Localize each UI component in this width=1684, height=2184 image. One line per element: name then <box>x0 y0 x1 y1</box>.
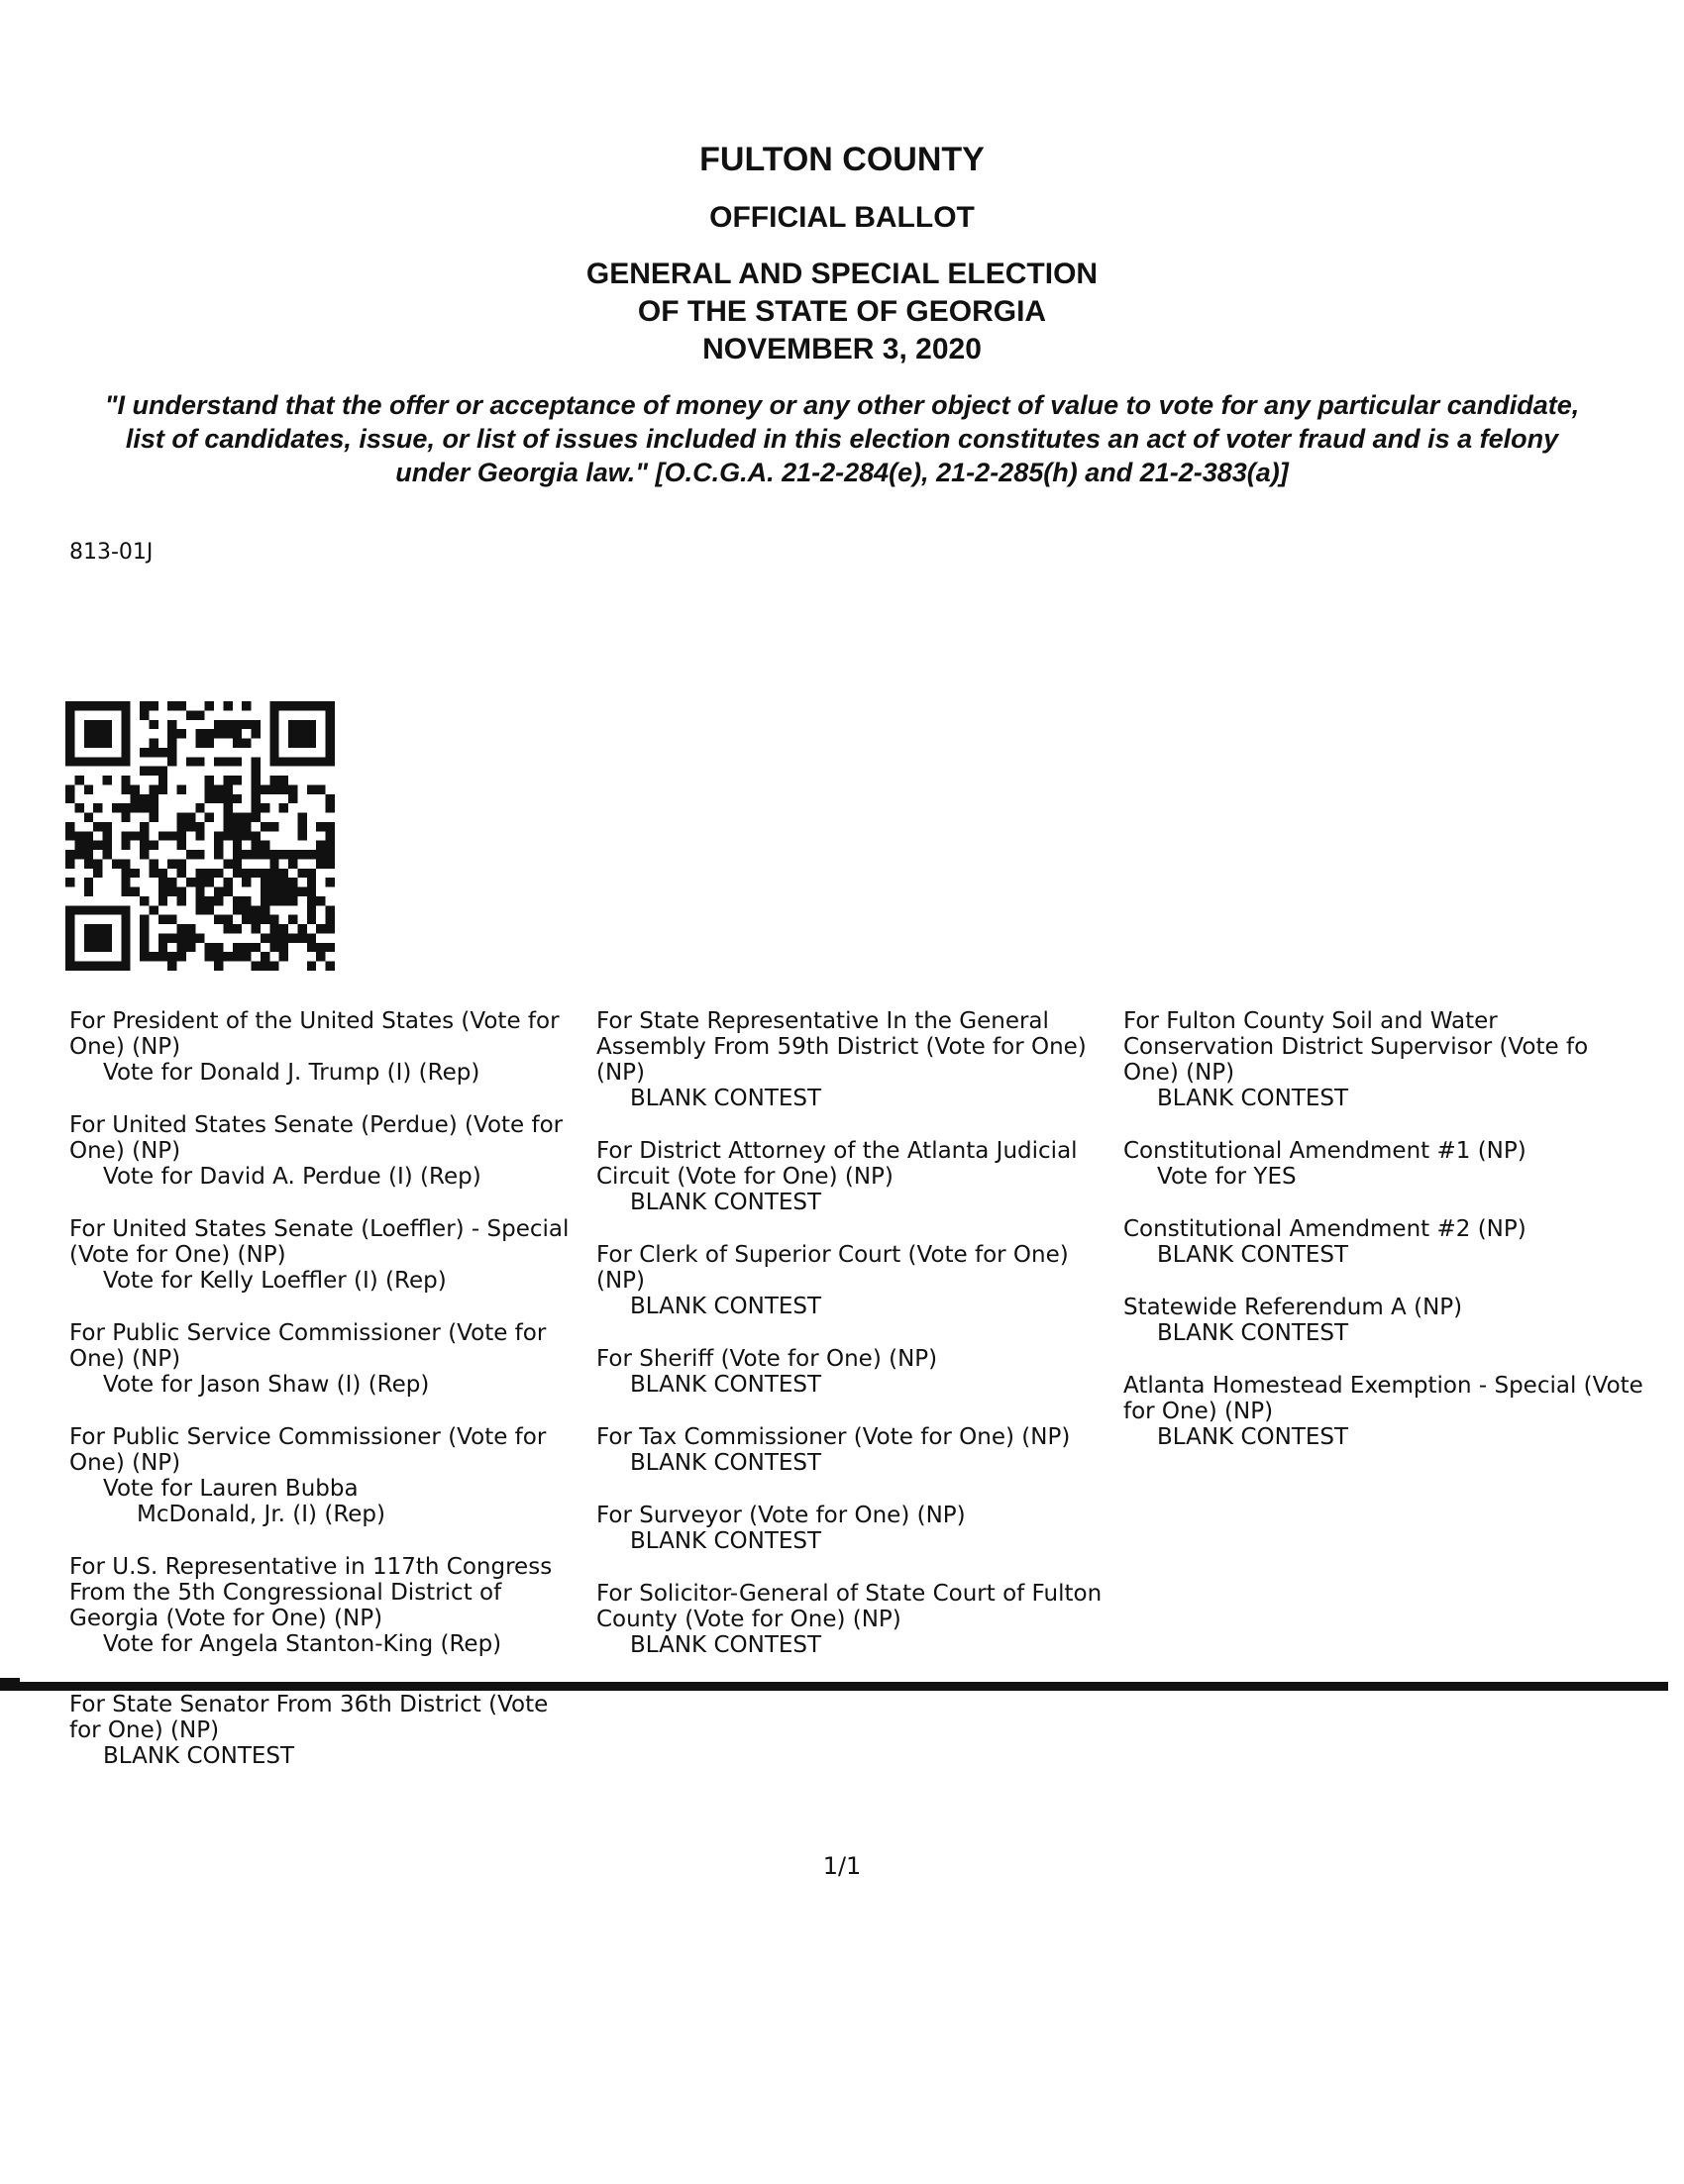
contest-title: Constitutional Amendment #1 (NP) <box>1123 1138 1526 1164</box>
contest-title: For District Attorney of the Atlanta Judicial Circuit (Vote for One) (NP) <box>596 1138 1078 1190</box>
contest-choice: Vote for Angela Stanton-King (Rep) <box>103 1631 502 1657</box>
contest-choice: BLANK CONTEST <box>1157 1320 1349 1346</box>
contest-column-bottom <box>69 1692 584 1796</box>
contest <box>69 1008 584 1086</box>
contest-title: For State Senator From 36th District (Vote for One) (NP) <box>69 1692 549 1743</box>
county-title: FULTON COUNTY <box>699 141 985 178</box>
contest-choice: Vote for David A. Perdue (I) (Rep) <box>103 1164 481 1190</box>
contest-title: For State Representative In the General Assembly From 59th District (Vote for One) (NP) <box>596 1008 1087 1086</box>
page-number: 1/1 <box>822 1852 862 1880</box>
contest <box>1123 1216 1648 1268</box>
contest-title: Constitutional Amendment #2 (NP) <box>1123 1216 1526 1242</box>
contest-title: For Sheriff (Vote for One) (NP) <box>596 1346 938 1372</box>
contest <box>596 1503 1121 1554</box>
contest <box>69 1424 584 1527</box>
contest-choice: Vote for Lauren Bubba <box>103 1476 359 1502</box>
contest <box>69 1692 584 1769</box>
contest-title: For U.S. Representative in 117th Congress From the 5th Congressional District of Georgia (Vote for One) (NP) <box>69 1554 553 1631</box>
qr-code-icon <box>65 701 335 971</box>
contest-column-2 <box>596 1008 1121 1685</box>
oath-line-3: under Georgia law." [O.C.G.A. 21-2-284(e), 21-2-285(h) and 21-2-383(a)] <box>395 458 1289 487</box>
contest <box>596 1581 1121 1658</box>
contest-choice: BLANK CONTEST <box>1157 1242 1349 1268</box>
contest-choice: Vote for Jason Shaw (I) (Rep) <box>103 1372 430 1398</box>
contest-title: Statewide Referendum A (NP) <box>1123 1295 1463 1320</box>
contest-title: For Tax Commissioner (Vote for One) (NP) <box>596 1424 1071 1450</box>
contest <box>69 1112 584 1190</box>
contest <box>596 1008 1121 1111</box>
contest-title: Atlanta Homestead Exemption - Special (Vote for One) (NP) <box>1123 1373 1643 1424</box>
contest <box>69 1216 584 1294</box>
contest <box>596 1242 1121 1319</box>
contest-title: For United States Senate (Perdue) (Vote for One) (NP) <box>69 1112 564 1164</box>
contest-choice: BLANK CONTEST <box>103 1743 295 1769</box>
contest-choice: BLANK CONTEST <box>630 1528 822 1554</box>
voter-oath <box>69 388 1615 489</box>
election-date: NOVEMBER 3, 2020 <box>702 333 982 365</box>
contest-choice: Vote for Kelly Loeffler (I) (Rep) <box>103 1268 447 1294</box>
contest-choice: Vote for Donald J. Trump (I) (Rep) <box>103 1060 480 1086</box>
contest-choice: BLANK CONTEST <box>630 1086 822 1111</box>
contest <box>596 1424 1121 1476</box>
election-title <box>0 256 1684 368</box>
oath-line-1: "I understand that the offer or acceptance of money or any other object of value to vote for any particular candidate, <box>104 390 1580 420</box>
contest-choice: BLANK CONTEST <box>630 1450 822 1476</box>
election-line-2: OF THE STATE OF GEORGIA <box>637 295 1047 328</box>
contest-title: For Solicitor-General of State Court of Fulton County (Vote for One) (NP) <box>596 1581 1103 1632</box>
contest-choice-continued: McDonald, Jr. (I) (Rep) <box>137 1502 385 1527</box>
contest <box>69 1554 584 1657</box>
contest-title: For Surveyor (Vote for One) (NP) <box>596 1503 966 1528</box>
election-line-1: GENERAL AND SPECIAL ELECTION <box>585 258 1099 290</box>
contest <box>1123 1295 1648 1346</box>
contest <box>1123 1373 1648 1450</box>
contest-choice: BLANK CONTEST <box>630 1372 822 1398</box>
contest-title: For Public Service Commissioner (Vote for One) (NP) <box>69 1320 547 1372</box>
contest-choice: Vote for YES <box>1157 1164 1297 1190</box>
contest-title: For Public Service Commissioner (Vote for One) (NP) <box>69 1424 547 1476</box>
section-divider <box>0 1682 1668 1691</box>
contest-title: For United States Senate (Loeffler) - Special (Vote for One) (NP) <box>69 1216 570 1268</box>
ballot-code: 813-01J <box>69 540 154 565</box>
contest-column-1 <box>69 1008 584 1684</box>
contest-choice: BLANK CONTEST <box>1157 1086 1349 1111</box>
contest-title: For President of the United States (Vote for One) (NP) <box>69 1008 560 1060</box>
contest-title: For Fulton County Soil and Water Conservation District Supervisor (Vote fo One) (NP) <box>1123 1008 1589 1086</box>
oath-line-2: list of candidates, issue, or list of issues included in this election constitutes an act of voter fraud and is a felony <box>125 424 1559 454</box>
contest <box>1123 1008 1648 1111</box>
contest-title: For Clerk of Superior Court (Vote for One) (NP) <box>596 1242 1069 1294</box>
contest-choice: BLANK CONTEST <box>630 1294 822 1319</box>
contest <box>1123 1138 1648 1190</box>
contest <box>596 1138 1121 1215</box>
contest-choice: BLANK CONTEST <box>630 1190 822 1215</box>
contest <box>69 1320 584 1398</box>
contest <box>596 1346 1121 1398</box>
contest-choice: BLANK CONTEST <box>630 1632 822 1658</box>
contest-choice: BLANK CONTEST <box>1157 1424 1349 1450</box>
ballot-title: OFFICIAL BALLOT <box>709 201 975 234</box>
contest-column-3 <box>1123 1008 1648 1477</box>
